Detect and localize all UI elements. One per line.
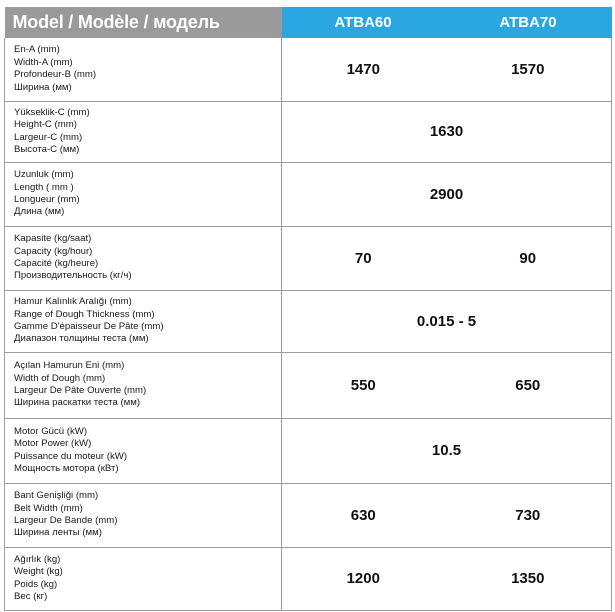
row-label-line: Ширина раскатки теста (мм) bbox=[14, 397, 141, 409]
row-label-line: Производительность (кг/ч) bbox=[14, 270, 132, 282]
row-label-line: Ширина ленты (мм) bbox=[14, 527, 102, 539]
row-label-line: Bant Genişliği (mm) bbox=[14, 490, 99, 502]
row-label-line: Poids (kg) bbox=[14, 578, 58, 590]
row-label-line: Capacity (kg/hour) bbox=[14, 245, 93, 257]
row-label bbox=[5, 547, 282, 610]
row-label-line: Motor Gücü (kW) bbox=[14, 425, 88, 437]
header-row bbox=[5, 7, 612, 38]
row-label bbox=[5, 352, 282, 418]
row-label bbox=[5, 226, 282, 290]
row-label-line: Capacité (kg/heure) bbox=[14, 258, 99, 269]
row-label-line: Ağırlık (kg) bbox=[14, 553, 61, 565]
row-label bbox=[5, 101, 282, 162]
row-label bbox=[5, 38, 282, 101]
row-label-line: Range of Dough Thickness (mm) bbox=[14, 308, 155, 320]
value-atba70: 1350 bbox=[445, 547, 612, 610]
value-shared: 1630 bbox=[282, 101, 612, 162]
row-label bbox=[5, 483, 282, 547]
table-row bbox=[5, 226, 612, 290]
row-label-line: Açılan Hamurun Eni (mm) bbox=[14, 360, 125, 372]
value-atba60: 70 bbox=[282, 226, 445, 290]
table-row bbox=[5, 290, 612, 352]
value-shared: 10.5 bbox=[282, 418, 612, 483]
value-shared: 2900 bbox=[282, 162, 612, 226]
value-atba60: 550 bbox=[282, 352, 445, 418]
table-row bbox=[5, 162, 612, 226]
row-label bbox=[5, 290, 282, 352]
row-label-line: Ширина (мм) bbox=[14, 81, 72, 93]
row-label-line: Вес (кг) bbox=[14, 590, 48, 602]
row-label-line: En-A (mm) bbox=[14, 44, 60, 56]
row-label-line: Width-A (mm) bbox=[14, 56, 73, 68]
header-model-label: Model / Modèle / модель bbox=[5, 7, 282, 38]
header-model-atba70: ATBA70 bbox=[445, 7, 612, 38]
row-label-line: Length ( mm ) bbox=[14, 181, 74, 193]
table-row bbox=[5, 352, 612, 418]
table-row bbox=[5, 483, 612, 547]
value-atba70: 90 bbox=[445, 226, 612, 290]
value-atba70: 650 bbox=[445, 352, 612, 418]
row-label-line: Длина (мм) bbox=[14, 206, 65, 218]
value-atba60: 1470 bbox=[282, 38, 445, 101]
row-label-line: Uzunluk (mm) bbox=[14, 169, 74, 181]
table-row bbox=[5, 547, 612, 610]
row-label-line: Puissance du moteur (kW) bbox=[14, 450, 128, 462]
spec-table bbox=[4, 7, 612, 611]
row-label-line: Belt Width (mm) bbox=[14, 502, 83, 514]
row-label-line: Width of Dough (mm) bbox=[14, 372, 106, 384]
row-label-line: Profondeur-B (mm) bbox=[14, 69, 97, 81]
value-atba60: 1200 bbox=[282, 547, 445, 610]
row-label-line: Высота-С (мм) bbox=[14, 143, 80, 155]
row-label-line: Мощность мотора (кВт) bbox=[14, 462, 119, 474]
row-label-line: Yükseklik-C (mm) bbox=[14, 106, 90, 118]
row-label-line: Weight (kg) bbox=[14, 566, 63, 578]
row-label-line: Largeur De Pâte Ouverte (mm) bbox=[14, 385, 147, 396]
header-model-atba60: ATBA60 bbox=[282, 7, 445, 38]
row-label bbox=[5, 162, 282, 226]
row-label bbox=[5, 418, 282, 483]
value-shared: 0.015 - 5 bbox=[282, 290, 612, 352]
value-atba70: 730 bbox=[445, 483, 612, 547]
row-label-line: Kapasite (kg/saat) bbox=[14, 233, 92, 245]
row-label-line: Largeur De Bande (mm) bbox=[14, 515, 118, 526]
table-row bbox=[5, 101, 612, 162]
row-label-line: Longueur (mm) bbox=[14, 194, 80, 205]
value-atba70: 1570 bbox=[445, 38, 612, 101]
row-label-line: Height-C (mm) bbox=[14, 119, 77, 131]
row-label-line: Hamur Kalınlık Aralığı (mm) bbox=[14, 296, 132, 308]
table-row bbox=[5, 38, 612, 101]
row-label-line: Largeur-C (mm) bbox=[14, 131, 83, 143]
row-label-line: Gamme D'épaisseur De Pâte (mm) bbox=[14, 321, 164, 332]
table-row bbox=[5, 418, 612, 483]
row-label-line: Диапазон толщины теста (мм) bbox=[14, 333, 149, 345]
value-atba60: 630 bbox=[282, 483, 445, 547]
row-label-line: Motor Power (kW) bbox=[14, 438, 92, 450]
